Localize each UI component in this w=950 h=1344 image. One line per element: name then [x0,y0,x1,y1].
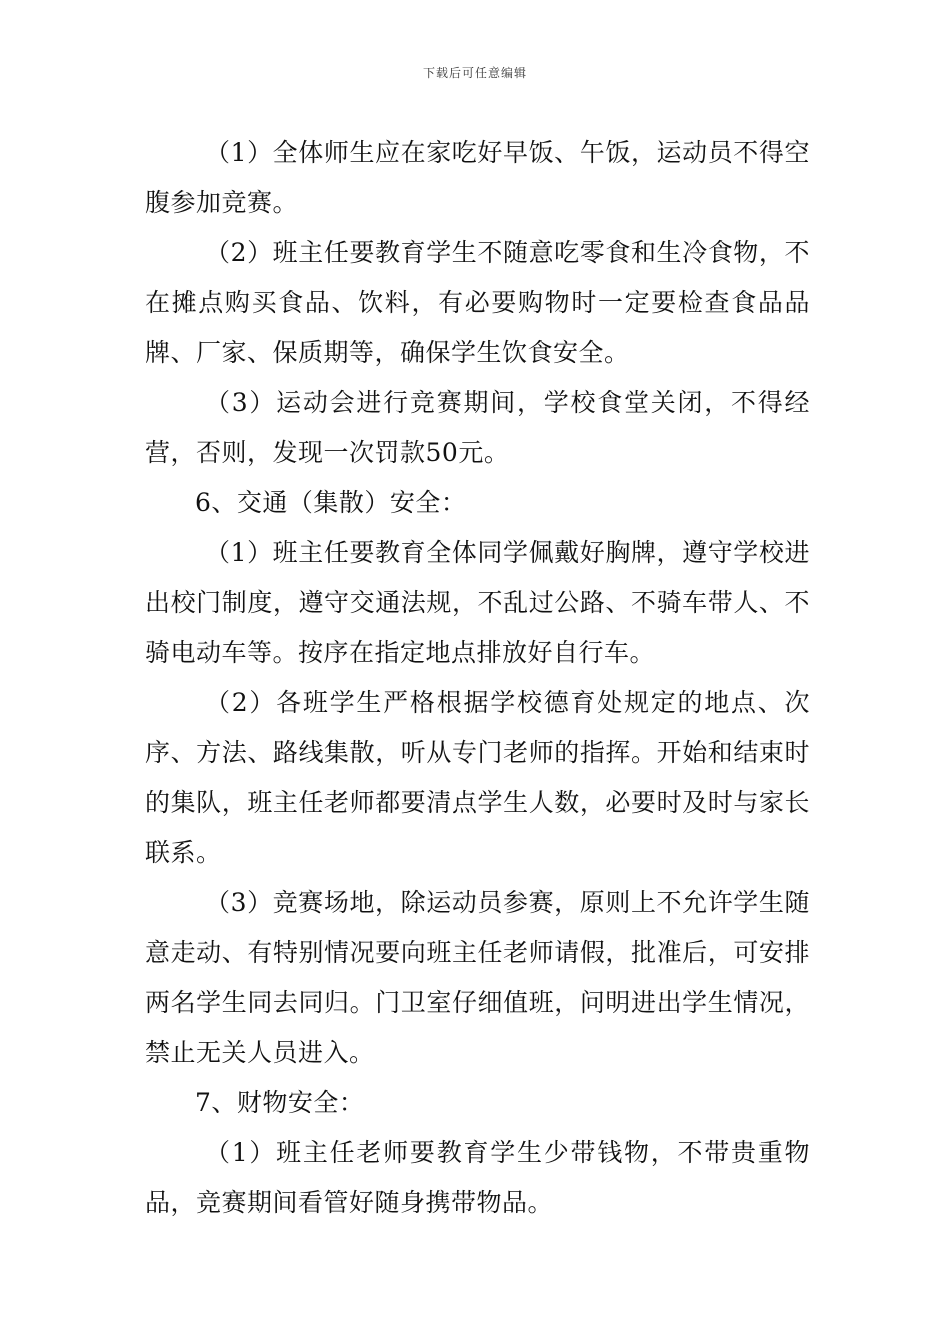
paragraph-food-3: （3）运动会进行竞赛期间，学校食堂关闭，不得经营，否则，发现一次罚款50元。 [145,388,810,467]
paragraph-traffic-1: （1）班主任要教育全体同学佩戴好胸牌，遵守学校进出校门制度，遵守交通法规，不乱过公路、不骑车带人、不骑电动车等。按序在指定地点排放好自行车。 [145,538,810,667]
section-heading-traffic: 6、交通（集散）安全： [195,488,467,517]
document-body [145,128,810,1228]
page-header-note: 下载后可任意编辑 [422,66,527,80]
paragraph-property-1: （1）班主任老师要教育学生少带钱物，不带贵重物品，竞赛期间看管好随身携带物品。 [145,1138,810,1217]
paragraph-traffic-3: （3）竞赛场地，除运动员参赛，原则上不允许学生随意走动、有特别情况要向班主任老师请假，批准后，可安排两名学生同去同归。门卫室仔细值班，问明进出学生情况，禁止无关人员进入。 [145,888,810,1067]
section-heading-property: 7、财物安全： [195,1088,365,1117]
paragraph-food-1: （1）全体师生应在家吃好早饭、午饭，运动员不得空腹参加竞赛。 [145,138,810,217]
paragraph-traffic-2: （2）各班学生严格根据学校德育处规定的地点、次序、方法、路线集散，听从专门老师的指挥。开始和结束时的集队，班主任老师都要清点学生人数，必要时及时与家长联系。 [145,688,810,867]
paragraph-food-2: （2）班主任要教育学生不随意吃零食和生冷食物，不在摊点购买食品、饮料，有必要购物时一定要检查食品品牌、厂家、保质期等，确保学生饮食安全。 [145,238,810,367]
